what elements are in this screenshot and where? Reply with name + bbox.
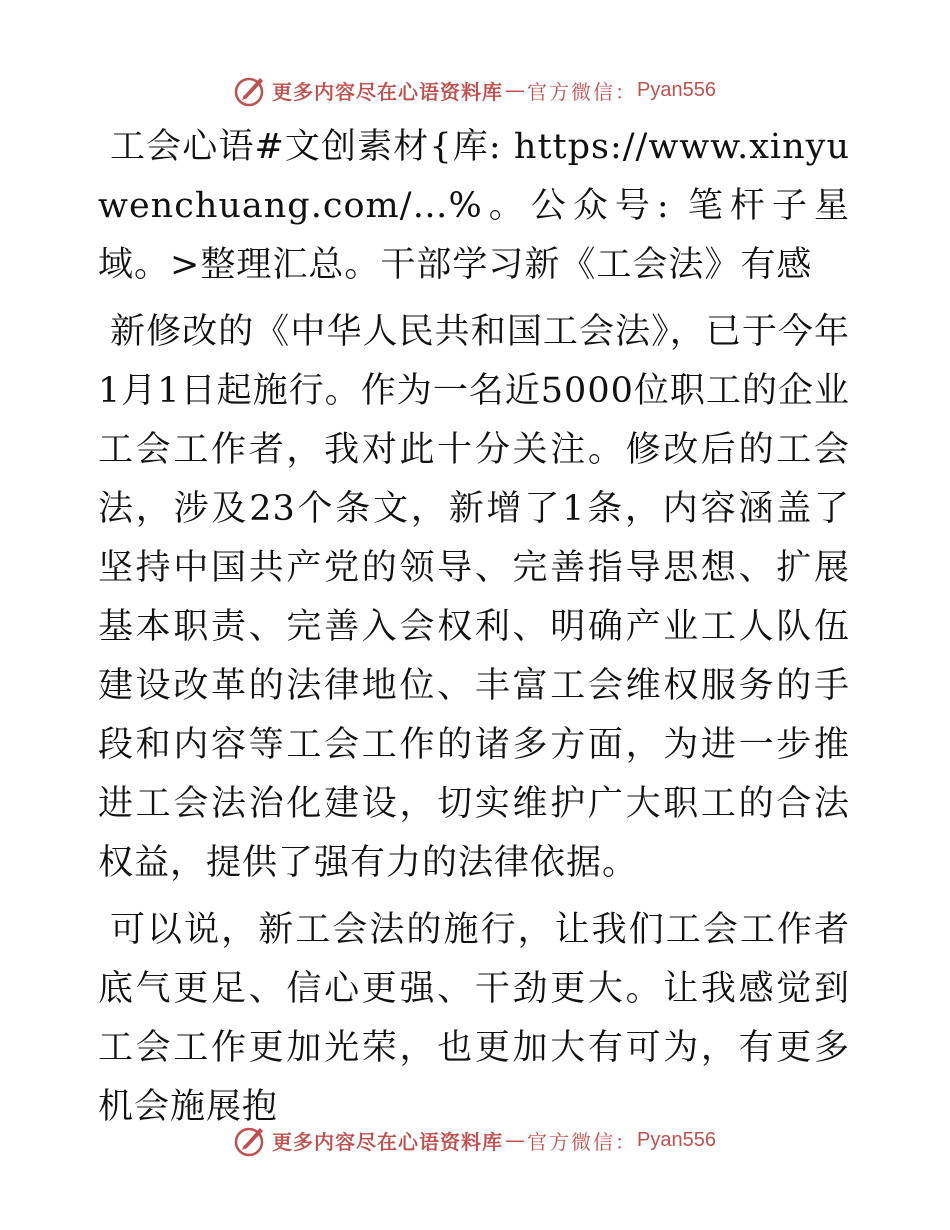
paragraph-title: 工会心语#文创素材{库: https://www.xinyuwenchuang.com/…%。公众号: 笔杆子星域。>整理汇总。干部学习新《工会法》有感 bbox=[98, 127, 850, 285]
document-body bbox=[98, 118, 850, 1137]
quill-pen-circle-icon bbox=[234, 73, 268, 107]
watermark-wechat-label: 官方微信： bbox=[527, 79, 638, 104]
watermark-wechat-label: 官方微信： bbox=[527, 1129, 638, 1154]
paragraph-body-2: 可以说，新工会法的施行，让我们工会工作者底气更足、信心更强、干劲更大。让我感觉到工会工作更加光荣，也更加大有可为，有更多机会施展抱 bbox=[98, 910, 850, 1127]
watermark-separator: — bbox=[505, 78, 526, 102]
header-watermark bbox=[0, 70, 950, 110]
watermark-brand: 更多内容尽在心语资料库 bbox=[272, 79, 504, 104]
paragraph-body-1: 新修改的《中华人民共和国工会法》，已于今年1月1日起施行。作为一名近5000位职工的企业工会工作者，我对此十分关注。修改后的工会法，涉及23个条文，新增了1条，内容涵盖了坚持中国共产党的领导、完善指导思想、扩展基本职责、完善入会权利、明确产业工人队伍建设改革的法律地位、丰富工会维权服务的手段和内容等工会工作的诸多方面，为进一步推进工会法治化建设，切实维护广大职工的合法权益，提供了强有力的法律依据。 bbox=[98, 312, 850, 883]
footer-watermark bbox=[0, 1120, 950, 1160]
watermark-wechat-id: Pyan556 bbox=[637, 1128, 716, 1151]
quill-pen-circle-icon bbox=[234, 1123, 268, 1157]
watermark-brand: 更多内容尽在心语资料库 bbox=[272, 1129, 504, 1154]
watermark-wechat-id: Pyan556 bbox=[637, 78, 716, 101]
watermark-separator: — bbox=[505, 1128, 526, 1152]
